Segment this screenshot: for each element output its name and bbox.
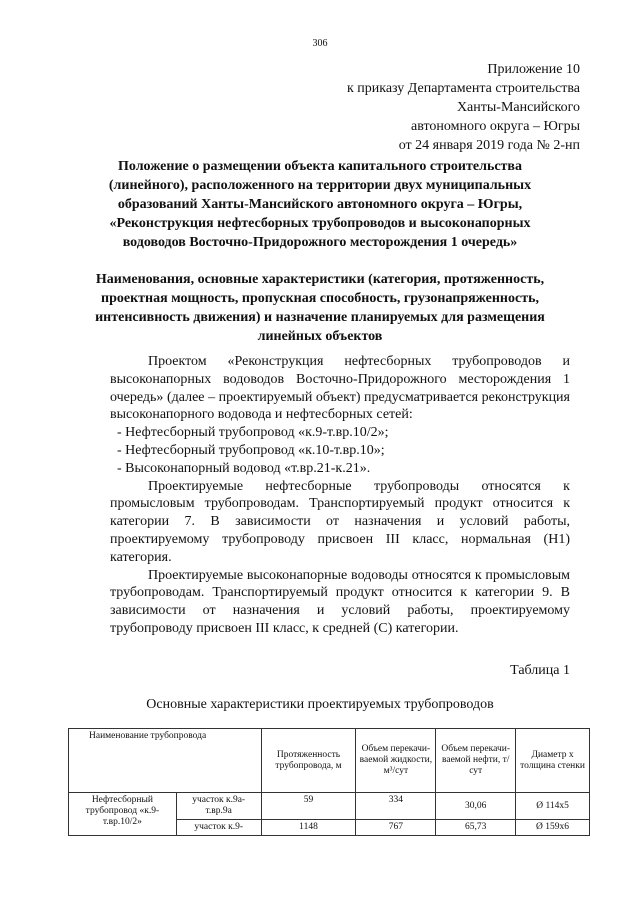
liquid-cell: 767 — [356, 820, 436, 836]
title-line: образований Ханты-Мансийского автономного округа – Югры, — [117, 197, 523, 212]
list-item: - Высоконапорный водовод «т.вр.21-к.21». — [117, 460, 371, 476]
pipeline-name-cell: Нефтесборный трубопровод «к.9-т.вр.10/2» — [69, 793, 177, 836]
heading-line: интенсивность движения) и назначение планируемых для размещения — [95, 310, 545, 325]
appendix-line: автономного округа – Югры — [411, 119, 580, 134]
table-row — [69, 793, 590, 820]
appendix-line: Ханты-Мансийского — [456, 100, 580, 115]
section-cell: участок к.9- — [176, 820, 261, 836]
paragraph-oil-pipelines: Проектируемые нефтесборные трубопроводы относятся к промысловым трубопроводам. Транспортируемый продукт относится к категории 7. В зависимости от назначения и условий работы, проектируемому трубопроводу присвоен III класс, нормальная (Н1) категория. — [110, 478, 570, 565]
body-text — [110, 353, 570, 638]
length-cell: 1148 — [261, 820, 356, 836]
header-diameter: Диаметр х толщина стенки — [516, 729, 590, 793]
appendix-line: от 24 января 2019 года № 2-нп — [398, 138, 580, 153]
table-header-row — [69, 729, 590, 793]
list-item: - Нефтесборный трубопровод «к.10-т.вр.10»; — [117, 442, 385, 458]
list-item: - Нефтесборный трубопровод «к.9-т.вр.10/2»; — [117, 425, 389, 441]
diameter-cell: Ø 159x6 — [516, 820, 590, 836]
oil-cell: 30,06 — [436, 793, 516, 820]
title-line: «Реконструкция нефтесборных трубопроводов и высоконапорных — [109, 216, 531, 231]
appendix-line: Приложение 10 — [487, 62, 580, 77]
heading-line: проектная мощность, пропускная способность, грузонапряженность, — [101, 291, 539, 306]
header-liquid: Объем перекачи-ваемой жидкости, м³/сут — [356, 729, 436, 793]
heading-line: линейных объектов — [257, 329, 383, 344]
heading-line: Наименования, основные характеристики (категория, протяженность, — [95, 272, 545, 287]
liquid-cell: 334 — [356, 793, 436, 820]
diameter-cell: Ø 114x5 — [516, 793, 590, 820]
header-name: Наименование трубопровода — [69, 729, 262, 793]
oil-cell: 65,73 — [436, 820, 516, 836]
pipelines-table — [68, 728, 590, 836]
paragraph-water-pipelines: Проектируемые высоконапорные водоводы относятся к промысловым трубопроводам. Транспортируемый продукт относится к категории 9. В зависимости от назначения и условий работы, проектируемому трубопроводу присвоен III класс, к средней (С) категории. — [110, 567, 570, 636]
header-length: Протяженность трубопровода, м — [261, 729, 356, 793]
title-line: Положение о размещении объекта капитального строительства — [118, 159, 522, 174]
length-cell: 59 — [261, 793, 356, 820]
section-cell: участок к.9а-т.вр.9а — [176, 793, 261, 820]
table-caption: Таблица 1 — [510, 663, 570, 678]
document-title — [80, 157, 560, 252]
page-number: 306 — [312, 38, 328, 49]
appendix-block — [280, 60, 580, 155]
title-line: (линейного), расположенного на территории двух муниципальных — [108, 178, 532, 193]
section-heading — [80, 270, 560, 346]
appendix-line: к приказу Департамента строительства — [346, 81, 580, 96]
title-line: водоводов Восточно-Придорожного месторождения 1 очередь» — [122, 235, 518, 250]
header-oil: Объем перекачи-ваемой нефти, т/сут — [436, 729, 516, 793]
table-title: Основные характеристики проектируемых трубопроводов — [146, 697, 494, 712]
paragraph-intro: Проектом «Реконструкция нефтесборных трубопроводов и высоконапорных водоводов Восточно-Придорожного месторождения 1 очередь» (далее – проектируемый объект) предусматривается реконструкция высоконапорного водовода и нефтесборных сетей: — [110, 354, 570, 423]
